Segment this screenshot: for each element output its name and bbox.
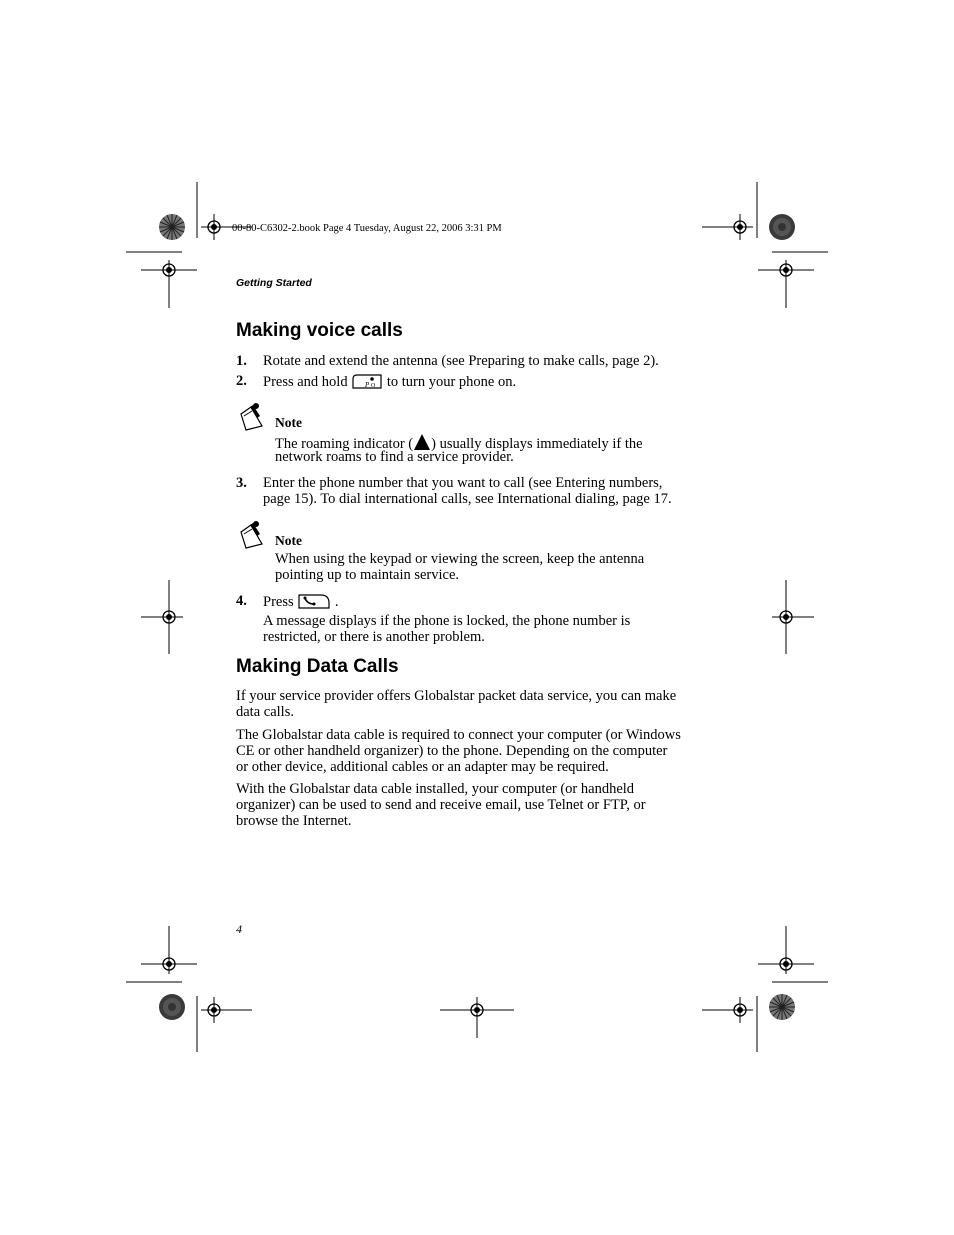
- note-text: ) usually displays immediately if the: [431, 436, 643, 452]
- paragraph-line: With the Globalstar data cable installed, your computer (or handheld: [236, 781, 635, 797]
- step-text: Rotate and extend the antenna (see Preparing to make calls, page 2).: [263, 353, 659, 369]
- note-pencil-icon: [238, 520, 264, 550]
- paragraph-line: If your service provider offers Globalstar packet data service, you can make: [236, 688, 677, 704]
- running-head: Getting Started: [236, 277, 312, 289]
- step-number: 3.: [236, 475, 247, 491]
- step-text-after: .: [334, 594, 339, 610]
- section-title-voice: Making voice calls: [236, 320, 403, 341]
- step-text: page 15). To dial international calls, see International dialing, page 17.: [263, 491, 672, 507]
- paragraph-line: browse the Internet.: [236, 813, 352, 829]
- note-text: network roams to find a service provider.: [275, 449, 514, 465]
- step-text-after: to turn your phone on.: [386, 374, 517, 390]
- step-text: Press and hold: [263, 374, 348, 390]
- note-text: The roaming indicator (: [275, 436, 414, 452]
- paragraph: [236, 781, 646, 829]
- paragraph-line: data calls.: [236, 704, 294, 720]
- print-slug: 00-80-C6302-2.book Page 4 Tuesday, August 22, 2006 3:31 PM: [232, 223, 502, 234]
- svg-text:P: P: [365, 381, 370, 389]
- step-number: 2.: [236, 373, 247, 389]
- step-number: 1.: [236, 353, 247, 369]
- paragraph-line: or other device, additional cables or an adapter may be required.: [236, 759, 609, 775]
- note-text: pointing up to maintain service.: [275, 567, 460, 583]
- send-key-icon: [297, 593, 331, 610]
- svg-text:O: O: [371, 383, 376, 389]
- section-title-data: Making Data Calls: [236, 656, 399, 677]
- power-end-key-icon: [351, 373, 383, 390]
- note-title: Note: [275, 415, 302, 430]
- step-number: 4.: [236, 593, 247, 609]
- paragraph: [236, 727, 681, 775]
- page-number: 4: [236, 922, 242, 936]
- step-detail: A message displays if the phone is locked, the phone number is: [263, 613, 631, 629]
- note-text: When using the keypad or viewing the screen, keep the antenna: [275, 551, 645, 567]
- step-detail: restricted, or there is another problem.: [263, 629, 485, 645]
- paragraph-line: CE or other handheld organizer) to the phone. Depending on the computer: [236, 743, 668, 759]
- paragraph: [236, 688, 676, 720]
- note-pencil-icon: [238, 402, 264, 432]
- paragraph-line: organizer) can be used to send and receive email, use Telnet or FTP, or: [236, 797, 646, 813]
- step-text: Enter the phone number that you want to call (see Entering numbers,: [263, 475, 663, 491]
- step-text: Press: [263, 594, 294, 610]
- paragraph-line: The Globalstar data cable is required to connect your computer (or Windows: [236, 727, 681, 743]
- note-title: Note: [275, 533, 302, 548]
